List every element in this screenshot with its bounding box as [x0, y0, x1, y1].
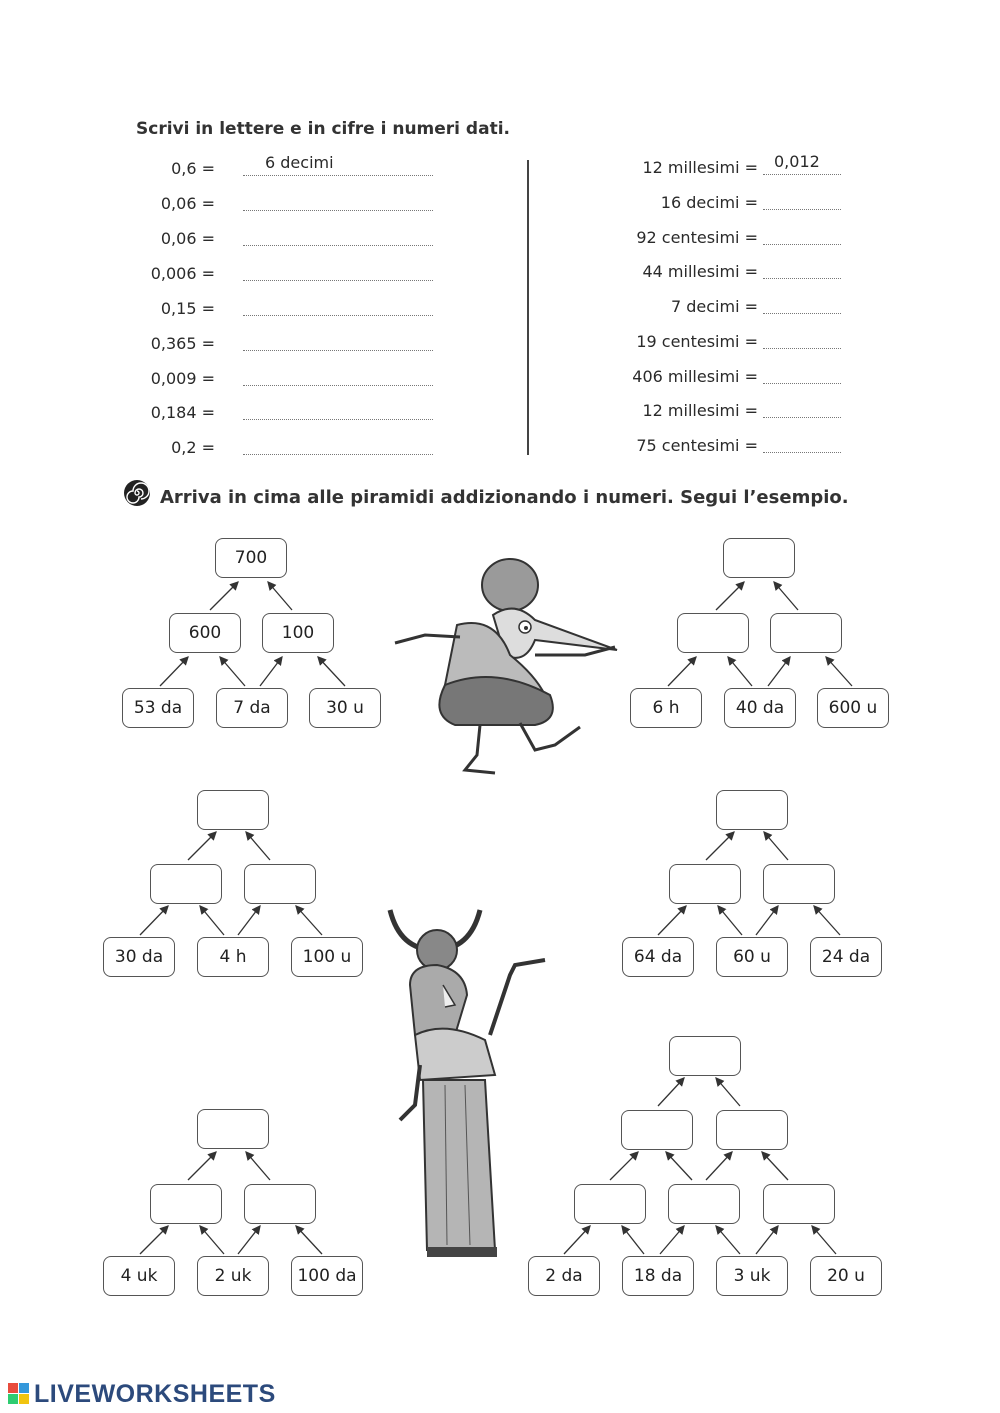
fraction-label: 16 decimi = — [660, 193, 758, 212]
pyramid-3-bottom-3: 100 u — [291, 937, 363, 977]
pyramid-1-middle-right: 100 — [262, 613, 334, 653]
pyramid-4-bottom-3: 24 da — [810, 937, 882, 977]
liveworksheets-logo-icon — [8, 1383, 30, 1405]
pyramid-2-top[interactable] — [723, 538, 795, 578]
pyramid-1-bottom-3: 30 u — [309, 688, 381, 728]
pyramid-4-bottom-1: 64 da — [622, 937, 694, 977]
egyptian-goddess-illustration — [375, 895, 550, 1265]
big-pyramid-middle-1[interactable] — [574, 1184, 646, 1224]
decimal-number: 0,006 = — [150, 264, 215, 283]
fraction-label: 7 decimi = — [670, 297, 758, 316]
fraction-label: 19 centesimi = — [636, 332, 758, 351]
exercise-1-title: Scrivi in lettere e in cifre i numeri dati. — [136, 119, 510, 139]
pyramid-4-bottom-2: 60 u — [716, 937, 788, 977]
pyramid-2-bottom-3: 600 u — [817, 688, 889, 728]
decimal-number: 0,184 = — [150, 403, 215, 422]
pyramid-3-bottom-2: 4 h — [197, 937, 269, 977]
pyramid-2-middle-left[interactable] — [677, 613, 749, 653]
big-pyramid-bottom-3: 3 uk — [716, 1256, 788, 1296]
pyramid-1-bottom-2: 7 da — [216, 688, 288, 728]
pyramid-5-middle-right[interactable] — [244, 1184, 316, 1224]
big-pyramid-upper-right[interactable] — [716, 1110, 788, 1150]
decimal-number: 0,06 = — [160, 194, 215, 213]
pyramid-2-bottom-1: 6 h — [630, 688, 702, 728]
pyramid-2-bottom-2: 40 da — [724, 688, 796, 728]
pyramid-3-middle-right[interactable] — [244, 864, 316, 904]
decimal-number: 0,365 = — [150, 334, 215, 353]
decimal-number: 0,15 = — [160, 299, 215, 318]
exercise-2-title: Arriva in cima alle piramidi addizionando i numeri. Segui l’esempio. — [160, 487, 849, 508]
pyramid-2-middle-right[interactable] — [770, 613, 842, 653]
decimal-number: 0,06 = — [160, 229, 215, 248]
big-pyramid-upper-left[interactable] — [621, 1110, 693, 1150]
pyramid-5-bottom-3: 100 da — [291, 1256, 363, 1296]
pyramid-1-bottom-1: 53 da — [122, 688, 194, 728]
pyramid-1-top: 700 — [215, 538, 287, 578]
pyramid-5-middle-left[interactable] — [150, 1184, 222, 1224]
big-pyramid-bottom-1: 2 da — [528, 1256, 600, 1296]
pyramid-5-top[interactable] — [197, 1109, 269, 1149]
pyramid-1-middle-left: 600 — [169, 613, 241, 653]
decimal-number: 0,2 = — [171, 438, 215, 457]
big-pyramid-middle-3[interactable] — [763, 1184, 835, 1224]
pyramid-3-top[interactable] — [197, 790, 269, 830]
big-pyramid-middle-2[interactable] — [668, 1184, 740, 1224]
pyramid-5-bottom-2: 2 uk — [197, 1256, 269, 1296]
decimal-number: 0,6 = — [171, 159, 215, 178]
fraction-label: 44 millesimi = — [642, 262, 758, 281]
fraction-label: 92 centesimi = — [636, 228, 758, 247]
big-pyramid-top[interactable] — [669, 1036, 741, 1076]
decimal-number: 0,009 = — [150, 369, 215, 388]
fraction-label: 12 millesimi = — [642, 158, 758, 177]
pyramid-3-bottom-1: 30 da — [103, 937, 175, 977]
big-pyramid-bottom-4: 20 u — [810, 1256, 882, 1296]
fraction-label: 75 centesimi = — [636, 436, 758, 455]
pyramid-5-bottom-1: 4 uk — [103, 1256, 175, 1296]
pyramid-4-top[interactable] — [716, 790, 788, 830]
ibis-figure-illustration — [385, 555, 625, 785]
pyramid-3-middle-left[interactable] — [150, 864, 222, 904]
footer-brand: LIVEWORKSHEETS — [34, 1380, 276, 1408]
pyramid-4-middle-right[interactable] — [763, 864, 835, 904]
answer-text: 0,012 — [774, 152, 820, 171]
big-pyramid-bottom-2: 18 da — [622, 1256, 694, 1296]
pyramid-4-middle-left[interactable] — [669, 864, 741, 904]
fraction-label: 406 millesimi = — [632, 367, 758, 386]
fraction-label: 12 millesimi = — [642, 401, 758, 420]
answer-text: 6 decimi — [265, 153, 334, 172]
